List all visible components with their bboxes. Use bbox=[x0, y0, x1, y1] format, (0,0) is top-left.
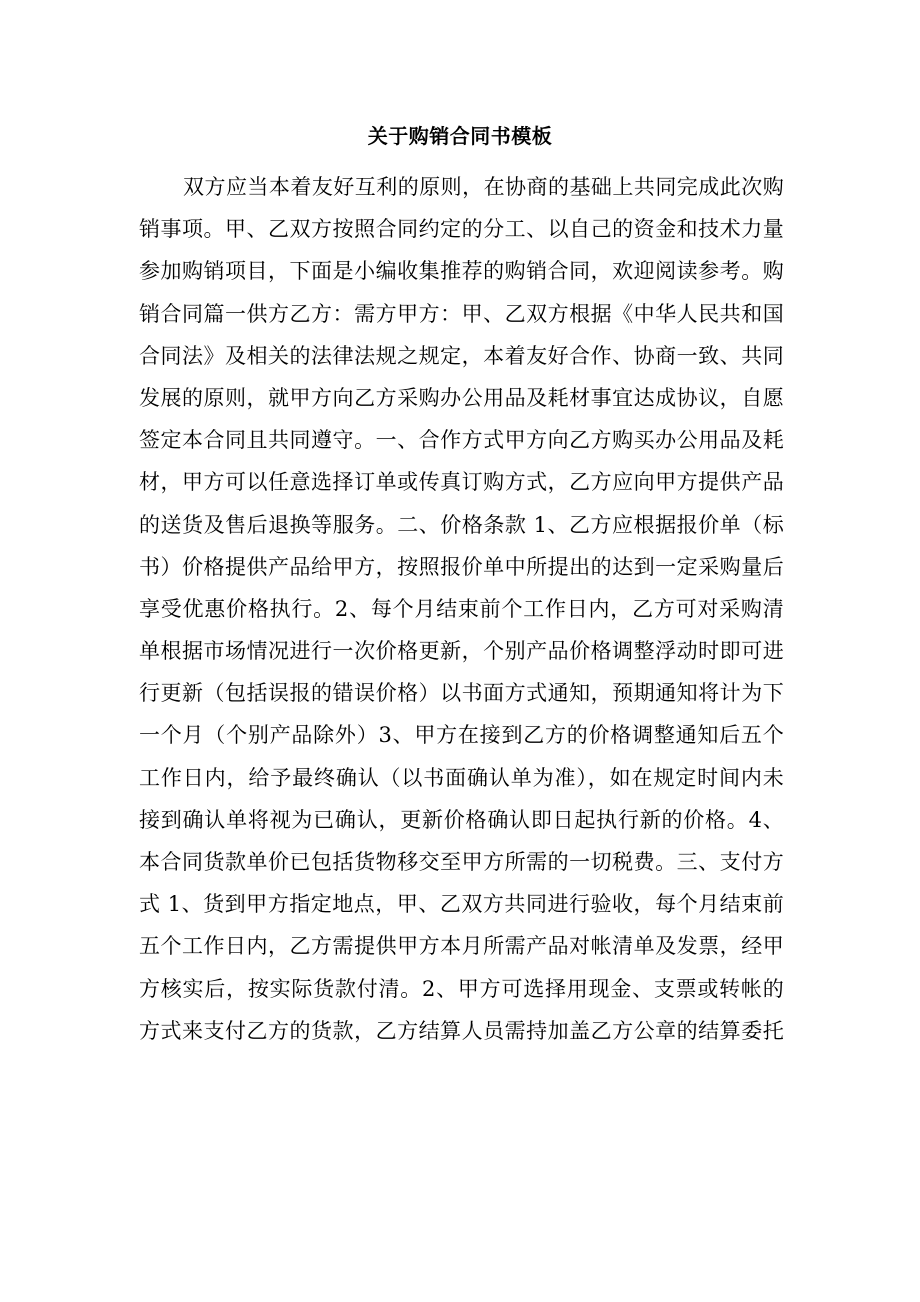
body-line: 式 1、货到甲方指定地点，甲、乙双方共同进行验收，每个月结束前 bbox=[139, 892, 784, 917]
document-title: 关于购销合同书模板 bbox=[367, 124, 553, 148]
body-line: 的送货及售后退换等服务。二、价格条款 1、乙方应根据报价单（标 bbox=[139, 512, 784, 537]
body-line: 合同法》及相关的法律法规之规定，本着友好合作、协商一致、共同 bbox=[139, 343, 784, 368]
body-line: 一个月（个别产品除外）3、甲方在接到乙方的价格调整通知后五个 bbox=[139, 723, 784, 748]
body-line: 接到确认单将视为已确认，更新价格确认即日起执行新的价格。4、 bbox=[139, 807, 784, 832]
body-line: 行更新（包括误报的错误价格）以书面方式通知，预期通知将计为下 bbox=[139, 681, 784, 706]
document-body bbox=[139, 166, 784, 1052]
body-line: 材，甲方可以任意选择订单或传真订购方式，乙方应向甲方提供产品 bbox=[139, 470, 784, 495]
body-line: 发展的原则，就甲方向乙方采购办公用品及耗材事宜达成协议，自愿 bbox=[139, 385, 784, 410]
body-line: 本合同货款单价已包括货物移交至甲方所需的一切税费。三、支付方 bbox=[139, 850, 784, 874]
body-line: 参加购销项目，下面是小编收集推荐的购销合同，欢迎阅读参考。购 bbox=[139, 259, 784, 284]
body-line: 方式来支付乙方的货款，乙方结算人员需持加盖乙方公章的结算委托 bbox=[139, 1018, 784, 1043]
body-line: 享受优惠价格执行。2、每个月结束前个工作日内，乙方可对采购清 bbox=[139, 596, 784, 621]
body-line: 书）价格提供产品给甲方，按照报价单中所提出的达到一定采购量后 bbox=[139, 554, 784, 579]
body-line: 工作日内，给予最终确认（以书面确认单为准），如在规定时间内未 bbox=[139, 765, 784, 790]
body-line: 五个工作日内，乙方需提供甲方本月所需产品对帐清单及发票，经甲 bbox=[139, 934, 784, 959]
body-line: 销事项。甲、乙双方按照合同约定的分工、以自己的资金和技术力量 bbox=[139, 217, 784, 242]
body-line: 签定本合同且共同遵守。一、合作方式甲方向乙方购买办公用品及耗 bbox=[139, 428, 784, 453]
body-line: 双方应当本着友好互利的原则，在协商的基础上共同完成此次购 bbox=[183, 175, 784, 199]
body-line: 单根据市场情况进行一次价格更新，个别产品价格调整浮动时即可进 bbox=[139, 639, 784, 664]
body-line: 销合同篇一供方乙方：需方甲方：甲、乙双方根据《中华人民共和国 bbox=[139, 301, 784, 326]
body-line: 方核实后，按实际货款付清。2、甲方可选择用现金、支票或转帐的 bbox=[139, 976, 784, 1001]
